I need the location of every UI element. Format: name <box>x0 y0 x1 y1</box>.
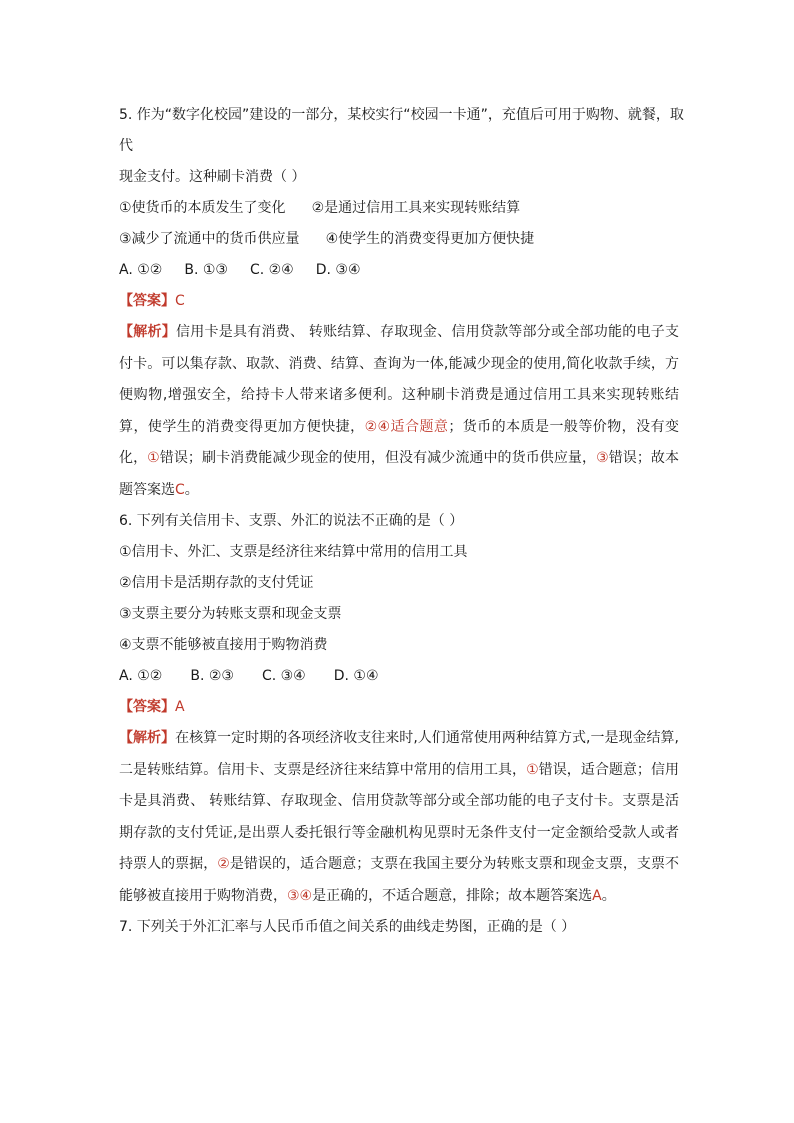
q5-analysis-text-2: ；货币的本质是一般等价物，没有变化， <box>119 418 680 466</box>
q5-analysis-red-1: ②④适合题意 <box>364 418 449 435</box>
q5-stem-line1: 5. 作为“数字化校园”建设的一部分，某校实行“校园一卡通”，充值后可用于购物、就餐，取 <box>119 107 684 123</box>
q6-stem: 6. 下列有关信用卡、支票、外汇的说法不正确的是（ ） <box>119 513 464 529</box>
q6-answer-value: A <box>175 699 185 715</box>
q5-analysis-tag: 【解析】 <box>119 324 176 340</box>
q6-analysis-red-2: ② <box>217 856 230 872</box>
q5-option-2: ②是通过信用工具来实现转账结算 <box>311 200 521 216</box>
q6-choices <box>119 661 679 692</box>
q5-choice-b: B. ①③ <box>184 262 228 278</box>
q5-stem-line2: 代 <box>119 138 133 154</box>
q5-analysis-text-4: 错误；故本题答案选 <box>119 450 679 498</box>
q6-choice-b: B. ②③ <box>190 668 234 684</box>
q5-analysis-text-5: 。 <box>184 481 199 498</box>
q6-analysis-text-4: 是正确的，不适合题意，排除；故本题答案选 <box>312 887 593 904</box>
q5-choice-d: D. ③④ <box>315 262 361 278</box>
q6-analysis-text-1: 在核算一定时期的各项经济收支往来时,人们通常使用两种结算方式,一是现金结算,二是转账结算。信用卡、支票是经济往来结算中常用的信用工具， <box>119 730 679 778</box>
q5-analysis-text-1: 信用卡是具有消费、 转账结算、存取现金、信用贷款等部分或全部功能的电子支付卡。可以集存款、取款、消费、结算、查询为一体,能减少现金的使用,简化收款手续，方便购物,增强安全，给持卡人带来诸多便利。这种刷卡消费是通过信用工具来实现转账结算，使学生的消费变得更加方便快捷， <box>119 324 680 435</box>
q6-analysis <box>119 723 679 912</box>
q6-analysis-red-1: ① <box>526 761 539 778</box>
q6-answer <box>119 692 679 723</box>
q6-analysis-red-3: ③④ <box>287 887 313 904</box>
q5-choice-c: C. ②④ <box>249 262 294 278</box>
q5-answer-tag: 【答案】 <box>119 293 175 309</box>
q6-option-2: ②信用卡是活期存款的支付凭证 <box>119 575 314 591</box>
q5-option-3: ③减少了流通中的货币供应量 <box>119 231 300 247</box>
q5-options-row1 <box>119 193 679 224</box>
q6-choice-c: C. ③④ <box>261 668 306 684</box>
q6-option-1: ①信用卡、外汇、支票是经济往来结算中常用的信用工具 <box>119 544 468 560</box>
q6-choice-a: A. ①② <box>119 668 163 684</box>
q5-option-1: ①使货币的本质发生了变化 <box>119 200 286 216</box>
document-page <box>119 100 684 943</box>
q6-analysis-text-5: 。 <box>601 887 616 904</box>
q5-choice-a: A. ①② <box>119 262 163 278</box>
q6-option-3: ③支票主要分为转账支票和现金支票 <box>119 606 342 622</box>
q5-analysis <box>119 317 679 506</box>
q5-analysis-red-2: ① <box>147 450 160 466</box>
q5-stem-line3: 现金支付。这种刷卡消费（ ） <box>119 169 306 185</box>
q5-answer-value: C <box>175 293 185 309</box>
q5-analysis-red-4: C <box>175 481 185 498</box>
q5-analysis-red-3: ③ <box>596 450 609 466</box>
q6-analysis-tag: 【解析】 <box>119 730 176 746</box>
q6-analysis-text-2: 错误，适合题意；信用卡是具消费、 转账结算、存取现金、信用贷款等部分或全部功能的电子支付卡。支票是活期存款的支付凭证,是出票人委托银行等金融机构见票时无条件支付一定金额给受款人或者持票人的票据， <box>119 761 680 872</box>
q5-analysis-text-3: 错误；刷卡消费能减少现金的使用，但没有减少流通中的货币供应量， <box>159 450 597 466</box>
q6-option-4: ④支票不能够被直接用于购物消费 <box>119 637 328 653</box>
q6-choice-d: D. ①④ <box>333 668 379 684</box>
q7-stem: 7. 下列关于外汇汇率与人民币币值之间关系的曲线走势图，正确的是（ ） <box>119 919 576 935</box>
q5-options-row2 <box>119 224 679 255</box>
q5-choices <box>119 255 679 286</box>
q6-answer-tag: 【答案】 <box>119 699 175 715</box>
q5-option-4: ④使学生的消费变得更加方便快捷 <box>325 231 535 247</box>
q6-analysis-red-4: A <box>592 887 602 904</box>
q6-analysis-text-3: 是错误的，适合题意；支票在我国主要分为转账支票和现金支票，支票不能够被直接用于购物消费， <box>119 856 680 904</box>
q5-answer <box>119 286 679 317</box>
